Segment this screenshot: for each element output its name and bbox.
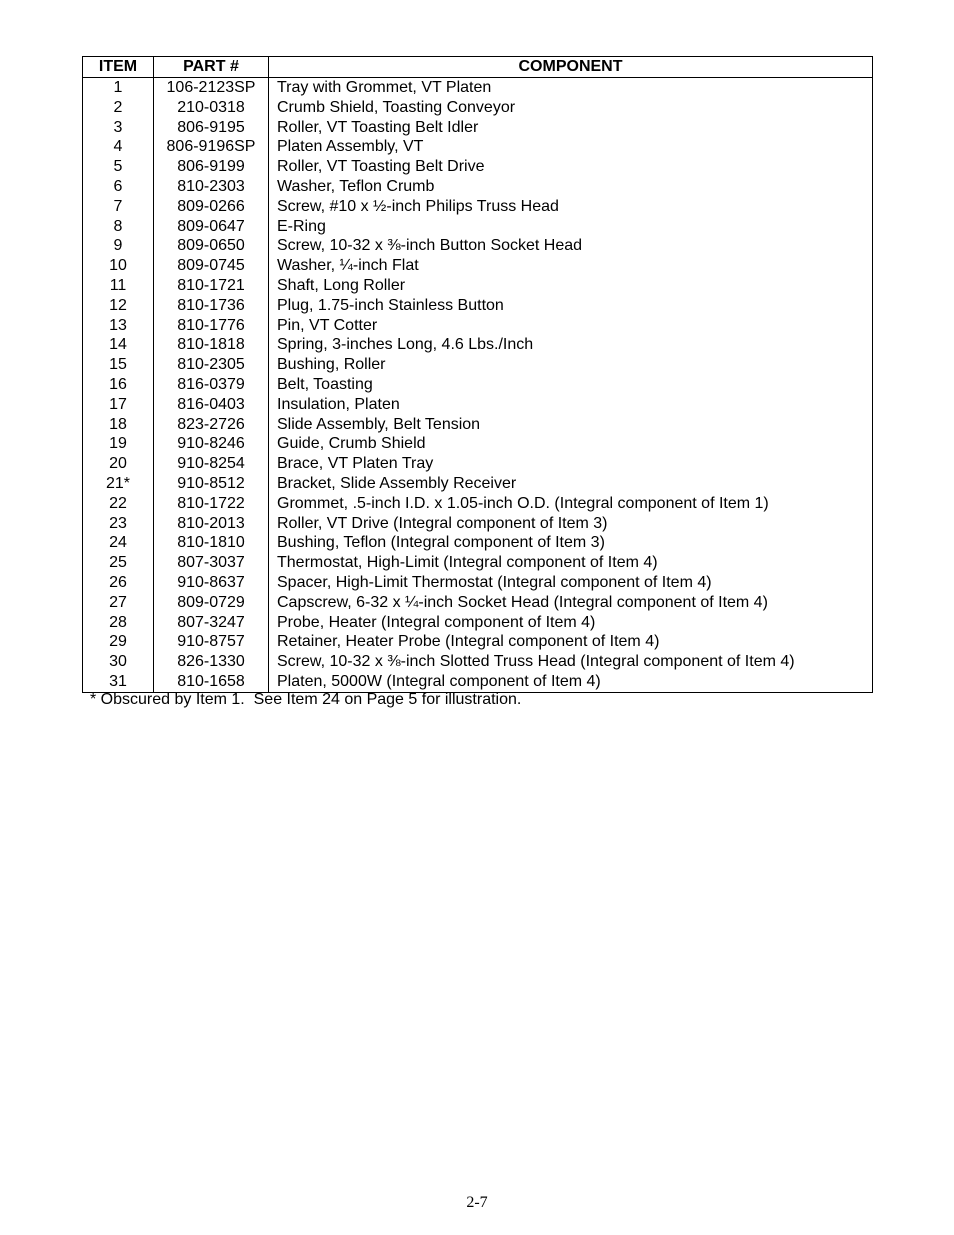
item-cell: 20: [83, 454, 154, 474]
table-row: [83, 197, 873, 217]
page-number: 2-7: [466, 1194, 488, 1211]
component-cell: Roller, VT Toasting Belt Idler: [277, 118, 479, 136]
part-number-cell: 810-1721: [154, 276, 269, 296]
component-cell: E-Ring: [277, 217, 326, 235]
item-cell: 12: [83, 296, 154, 316]
item-cell: 9: [83, 236, 154, 256]
part-number-cell: 910-8757: [154, 632, 269, 652]
part-number-cell: 810-2303: [154, 177, 269, 197]
part-number-cell: 910-8637: [154, 573, 269, 593]
component-cell: Grommet, .5-inch I.D. x 1.05-inch O.D. (Integral component of Item 1): [277, 494, 769, 512]
table-row: [83, 494, 873, 514]
component-cell: Roller, VT Drive (Integral component of Item 3): [277, 514, 608, 532]
component-cell: Slide Assembly, Belt Tension: [277, 415, 481, 433]
part-number-cell: 809-0266: [154, 197, 269, 217]
component-cell: Brace, VT Platen Tray: [277, 455, 434, 473]
table-row: [83, 256, 873, 276]
table-row: [83, 613, 873, 633]
component-cell: Roller, VT Toasting Belt Drive: [277, 158, 485, 176]
item-cell: 24: [83, 533, 154, 553]
part-number-cell: 806-9199: [154, 157, 269, 177]
table-row: [83, 652, 873, 672]
footnote: * Obscured by Item 1. See Item 24 on Page 5 for illustration.: [90, 691, 522, 708]
item-cell: 16: [83, 375, 154, 395]
part-number-cell: 810-1736: [154, 296, 269, 316]
item-cell: 13: [83, 316, 154, 336]
item-cell: 23: [83, 514, 154, 534]
table-row: [83, 98, 873, 118]
table-row: [83, 157, 873, 177]
item-cell: 11: [83, 276, 154, 296]
table-row: [83, 236, 873, 256]
table-row: [83, 533, 873, 553]
table-row: [83, 177, 873, 197]
component-cell: Bracket, Slide Assembly Receiver: [277, 474, 517, 492]
part-number-cell: 810-1722: [154, 494, 269, 514]
part-number-cell: 106-2123SP: [154, 78, 269, 98]
table-row: [83, 276, 873, 296]
component-cell: Belt, Toasting: [277, 375, 373, 393]
part-number-cell: 809-0650: [154, 236, 269, 256]
table-body: [83, 78, 873, 693]
part-number-cell: 810-2305: [154, 355, 269, 375]
table-row: [83, 355, 873, 375]
part-number-cell: 809-0647: [154, 217, 269, 237]
part-number-cell: 910-8512: [154, 474, 269, 494]
table-row: [83, 137, 873, 157]
part-number-cell: 823-2726: [154, 415, 269, 435]
item-cell: 22: [83, 494, 154, 514]
component-cell: Tray with Grommet, VT Platen: [277, 79, 492, 96]
table-row: [83, 454, 873, 474]
item-cell: 14: [83, 335, 154, 355]
table-row: [83, 118, 873, 138]
item-cell: 4: [83, 137, 154, 157]
table-row: [83, 296, 873, 316]
component-cell: Washer, Teflon Crumb: [277, 177, 435, 195]
component-cell: Washer, ¼-inch Flat: [277, 257, 419, 275]
component-cell: Screw, #10 x ½-inch Philips Truss Head: [277, 197, 559, 215]
part-number-cell: 210-0318: [154, 98, 269, 118]
part-number-cell: 826-1330: [154, 652, 269, 672]
part-number-cell: 806-9196SP: [154, 137, 269, 157]
component-cell: Capscrew, 6-32 x ¼-inch Socket Head (Integral component of Item 4): [277, 593, 768, 611]
item-cell: 31: [83, 672, 154, 692]
item-cell: 3: [83, 118, 154, 138]
table-row: [83, 335, 873, 355]
table-row: [83, 553, 873, 573]
header-item: ITEM: [83, 57, 154, 78]
component-cell: Spring, 3-inches Long, 4.6 Lbs./Inch: [277, 336, 534, 354]
part-number-cell: 807-3247: [154, 613, 269, 633]
table-row: [83, 217, 873, 237]
part-number-cell: 806-9195: [154, 118, 269, 138]
item-cell: 25: [83, 553, 154, 573]
item-cell: 6: [83, 177, 154, 197]
item-cell: 18: [83, 415, 154, 435]
table-row: [83, 395, 873, 415]
component-cell: Screw, 10-32 x ⅜-inch Slotted Truss Head (Integral component of Item 4): [277, 653, 795, 671]
component-cell: Retainer, Heater Probe (Integral component of Item 4): [277, 633, 660, 651]
table-header-row: [83, 57, 873, 78]
item-cell: 1: [83, 78, 154, 98]
item-cell: 7: [83, 197, 154, 217]
table-row: [83, 474, 873, 494]
part-number-cell: 810-1818: [154, 335, 269, 355]
part-number-cell: 816-0403: [154, 395, 269, 415]
item-cell: 26: [83, 573, 154, 593]
item-cell: 17: [83, 395, 154, 415]
table-row: [83, 434, 873, 454]
part-number-cell: 816-0379: [154, 375, 269, 395]
table-row: [83, 316, 873, 336]
item-cell: 10: [83, 256, 154, 276]
item-cell: 27: [83, 593, 154, 613]
component-cell: Thermostat, High-Limit (Integral component of Item 4): [277, 554, 658, 572]
item-cell: 29: [83, 632, 154, 652]
item-cell: 21*: [83, 474, 154, 494]
component-cell: Pin, VT Cotter: [277, 316, 378, 334]
component-cell: Platen, 5000W (Integral component of Item 4): [277, 672, 601, 690]
table-row: [83, 573, 873, 593]
item-cell: 5: [83, 157, 154, 177]
part-number-cell: 910-8254: [154, 454, 269, 474]
item-cell: 8: [83, 217, 154, 237]
item-cell: 2: [83, 98, 154, 118]
component-cell: Spacer, High-Limit Thermostat (Integral component of Item 4): [277, 573, 712, 591]
part-number-cell: 807-3037: [154, 553, 269, 573]
header-part-number: PART #: [154, 57, 269, 78]
component-cell: Shaft, Long Roller: [277, 276, 406, 294]
component-cell: Bushing, Roller: [277, 356, 386, 374]
part-number-cell: 910-8246: [154, 434, 269, 454]
item-cell: 30: [83, 652, 154, 672]
table-row: [83, 632, 873, 652]
item-cell: 15: [83, 355, 154, 375]
part-number-cell: 810-1776: [154, 316, 269, 336]
table-row: [83, 415, 873, 435]
component-cell: Platen Assembly, VT: [277, 138, 424, 156]
item-cell: 28: [83, 613, 154, 633]
table-row: [83, 375, 873, 395]
table-row: [83, 78, 873, 98]
part-number-cell: 809-0729: [154, 593, 269, 613]
part-number-cell: 809-0745: [154, 256, 269, 276]
component-cell: Crumb Shield, Toasting Conveyor: [277, 98, 516, 116]
component-cell: Bushing, Teflon (Integral component of Item 3): [277, 534, 605, 552]
table-row: [83, 593, 873, 613]
component-cell: Probe, Heater (Integral component of Item 4): [277, 613, 596, 631]
parts-list-table: [82, 56, 873, 693]
component-cell: Insulation, Platen: [277, 395, 400, 413]
part-number-cell: 810-1810: [154, 533, 269, 553]
component-cell: Guide, Crumb Shield: [277, 435, 426, 453]
component-cell: Screw, 10-32 x ⅜-inch Button Socket Head: [277, 237, 583, 255]
header-component: COMPONENT: [269, 57, 873, 78]
item-cell: 19: [83, 434, 154, 454]
part-number-cell: 810-2013: [154, 514, 269, 534]
part-number-cell: 810-1658: [154, 672, 269, 692]
component-cell: Plug, 1.75-inch Stainless Button: [277, 296, 504, 314]
table-row: [83, 514, 873, 534]
